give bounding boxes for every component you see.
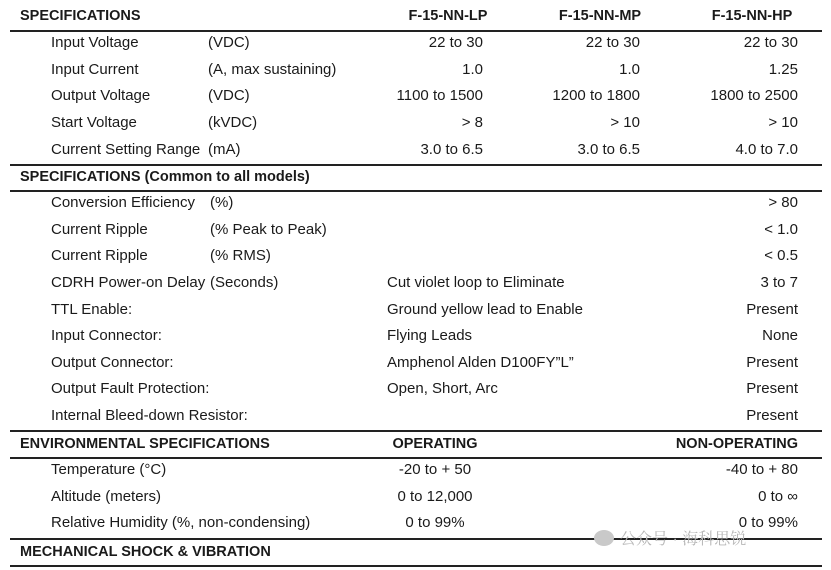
param-unit: (VDC) [208,87,250,104]
param-label: Current Ripple [51,221,148,238]
divider-common-top [10,164,822,166]
param-label: CDRH Power-on Delay [51,274,206,291]
param-value: Present [746,354,798,371]
model-header-hp: F-15-NN-HP [711,8,793,24]
divider-specifications [10,30,822,32]
divider-environmental-top [10,430,822,432]
value-lp: 22 to 30 [428,34,483,51]
param-label: Internal Bleed-down Resistor: [51,407,248,424]
param-note: Ground yellow lead to Enable [387,301,583,318]
param-note: Open, Short, Arc [387,380,498,397]
param-label: Start Voltage [51,114,137,131]
param-unit: (A, max sustaining) [208,61,337,78]
value-mp: 22 to 30 [585,34,640,51]
operating-header: OPERATING [392,436,478,452]
param-note: Amphenol Alden D100FY”L” [387,354,574,371]
value-mp: 3.0 to 6.5 [577,141,640,158]
common-title: SPECIFICATIONS (Common to all models) [20,169,310,185]
value-hp: 22 to 30 [743,34,798,51]
param-label: Current Ripple [51,247,148,264]
param-label: Output Fault Protection: [51,380,210,397]
specifications-title: SPECIFICATIONS [20,8,141,24]
param-label: Temperature (°C) [51,461,167,478]
param-unit: (kVDC) [208,114,258,131]
model-header-mp: F-15-NN-MP [558,8,642,24]
param-unit: (VDC) [208,34,250,51]
param-unit: (mA) [208,141,241,158]
value-lp: 1100 to 1500 [396,87,483,104]
model-header-lp: F-15-NN-LP [408,8,488,24]
mechanical-title: MECHANICAL SHOCK & VIBRATION [20,544,271,560]
value-hp: 1800 to 2500 [710,87,798,104]
param-note: Flying Leads [387,327,473,344]
param-note: Cut violet loop to Eliminate [387,274,565,291]
value-mp: 1.0 [619,61,640,78]
environmental-title: ENVIRONMENTAL SPECIFICATIONS [20,436,270,452]
value-lp: > 8 [461,114,483,131]
value-hp: > 10 [768,114,798,131]
param-label: Input Voltage [51,34,139,51]
value-mp: > 10 [610,114,640,131]
param-label: Input Current [51,61,139,78]
param-label: Current Setting Range [51,141,201,158]
param-value: Present [746,301,798,318]
param-value: Present [746,407,798,424]
param-label: Relative Humidity (%, non-condensing) [51,514,311,531]
wechat-icon [594,530,614,546]
operating-value: -20 to + 50 [398,461,472,478]
param-value: < 1.0 [764,221,798,238]
non-operating-value: -40 to + 80 [725,461,798,478]
non-operating-value: 0 to 99% [738,514,798,531]
divider-common [10,190,822,192]
value-lp: 1.0 [462,61,483,78]
param-value: < 0.5 [764,247,798,264]
operating-value: 0 to 12,000 [397,488,473,505]
value-hp: 4.0 to 7.0 [735,141,798,158]
divider-environmental [10,457,822,459]
param-label: Altitude (meters) [51,488,162,505]
param-unit: (% Peak to Peak) [210,221,327,238]
param-label: Input Connector: [51,327,162,344]
param-label: Output Connector: [51,354,174,371]
param-label: Output Voltage [51,87,151,104]
value-lp: 3.0 to 6.5 [420,141,483,158]
param-unit: (%) [210,194,234,211]
non-operating-header: NON-OPERATING [675,436,798,452]
non-operating-value: 0 to ∞ [758,488,798,505]
param-label: TTL Enable: [51,301,133,318]
value-mp: 1200 to 1800 [552,87,640,104]
param-value: > 80 [768,194,798,211]
param-value: 3 to 7 [760,274,798,291]
param-label: Conversion Efficiency [51,194,195,211]
param-value: None [762,327,798,344]
watermark-text: 公众号 · 海科思锐 [620,531,747,548]
param-unit: (% RMS) [210,247,271,264]
divider-mechanical [10,565,822,567]
watermark [594,526,746,549]
value-hp: 1.25 [768,61,798,78]
param-value: Present [746,380,798,397]
operating-value: 0 to 99% [405,514,465,531]
param-unit: (Seconds) [210,274,279,291]
